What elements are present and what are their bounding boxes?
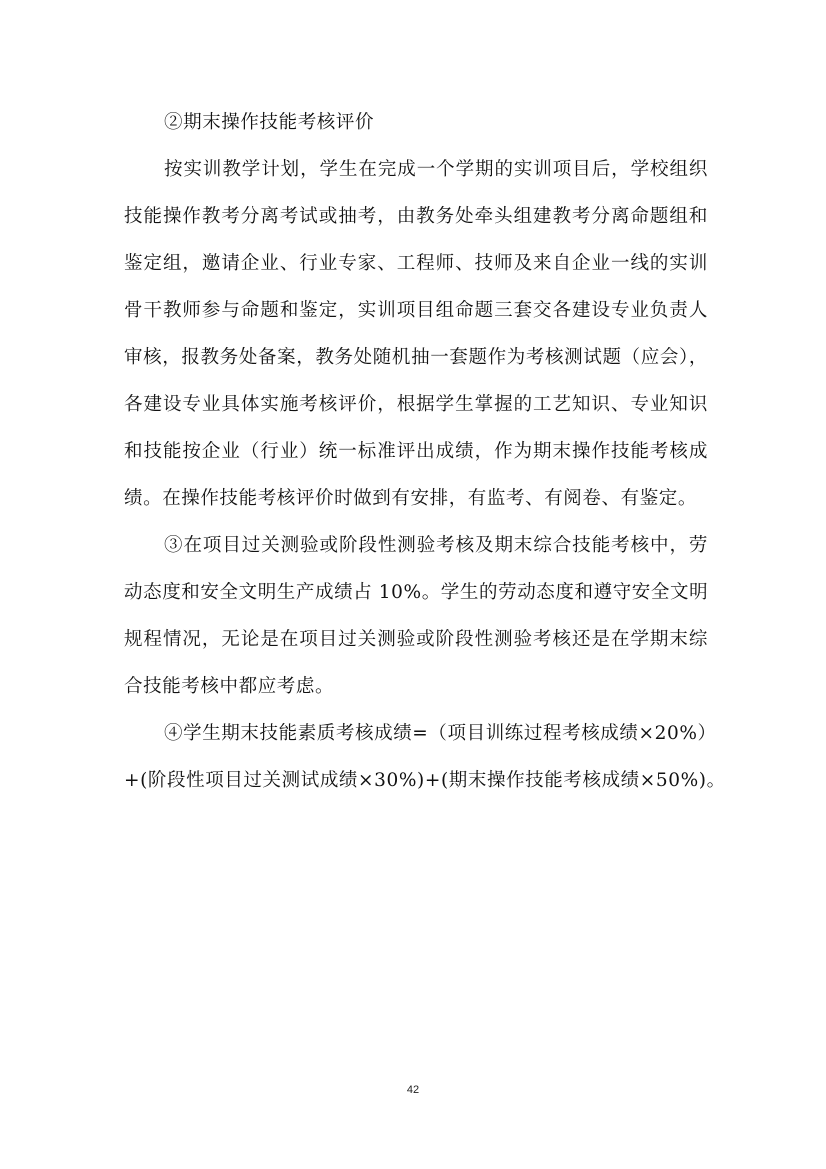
document-body [124, 104, 726, 799]
text-line: 鉴定组，邀请企业、行业专家、工程师、技师及来自企业一线的实训 [124, 253, 708, 274]
text-line: 规程情况，无论是在项目过关测验或阶段性测验考核还是在学期末综 [124, 629, 708, 650]
text-line: 和技能按企业（行业）统一标准评出成绩，作为期末操作技能考核成 [124, 441, 708, 462]
page-number: 42 [406, 1084, 420, 1096]
text-line: +(阶段性项目过关测试成绩×30%)+(期末操作技能考核成绩×50%)。 [124, 770, 726, 791]
paragraph-safety-score [124, 527, 708, 705]
text-line: 骨干教师参与命题和鉴定，实训项目组命题三套交各建设专业负责人 [124, 300, 708, 321]
text-line: 各建设专业具体实施考核评价，根据学生掌握的工艺知识、专业知识 [124, 394, 708, 415]
text-line: 审核，报教务处备案，教务处随机抽一套题作为考核测试题（应会）， [124, 347, 708, 368]
text-line: ③在项目过关测验或阶段性测验考核及期末综合技能考核中，劳 [164, 535, 708, 556]
paragraph-exam-process [124, 151, 708, 517]
paragraph-score-formula [124, 715, 726, 799]
text-line: 技能操作教考分离考试或抽考，由教务处牵头组建教考分离命题组和 [124, 206, 708, 227]
text-line: 动态度和安全文明生产成绩占 10%。学生的劳动态度和遵守安全文明 [124, 582, 709, 603]
text-line: 合技能考核中都应考虑。 [124, 676, 335, 697]
text-line: 按实训教学计划，学生在完成一个学期的实训项目后，学校组织 [164, 159, 708, 180]
section-heading: ②期末操作技能考核评价 [164, 112, 375, 133]
text-line: ④学生期末技能素质考核成绩=（项目训练过程考核成绩×20%） [164, 723, 717, 744]
text-line: 绩。在操作技能考核评价时做到有安排，有监考、有阅卷、有鉴定。 [124, 488, 698, 509]
